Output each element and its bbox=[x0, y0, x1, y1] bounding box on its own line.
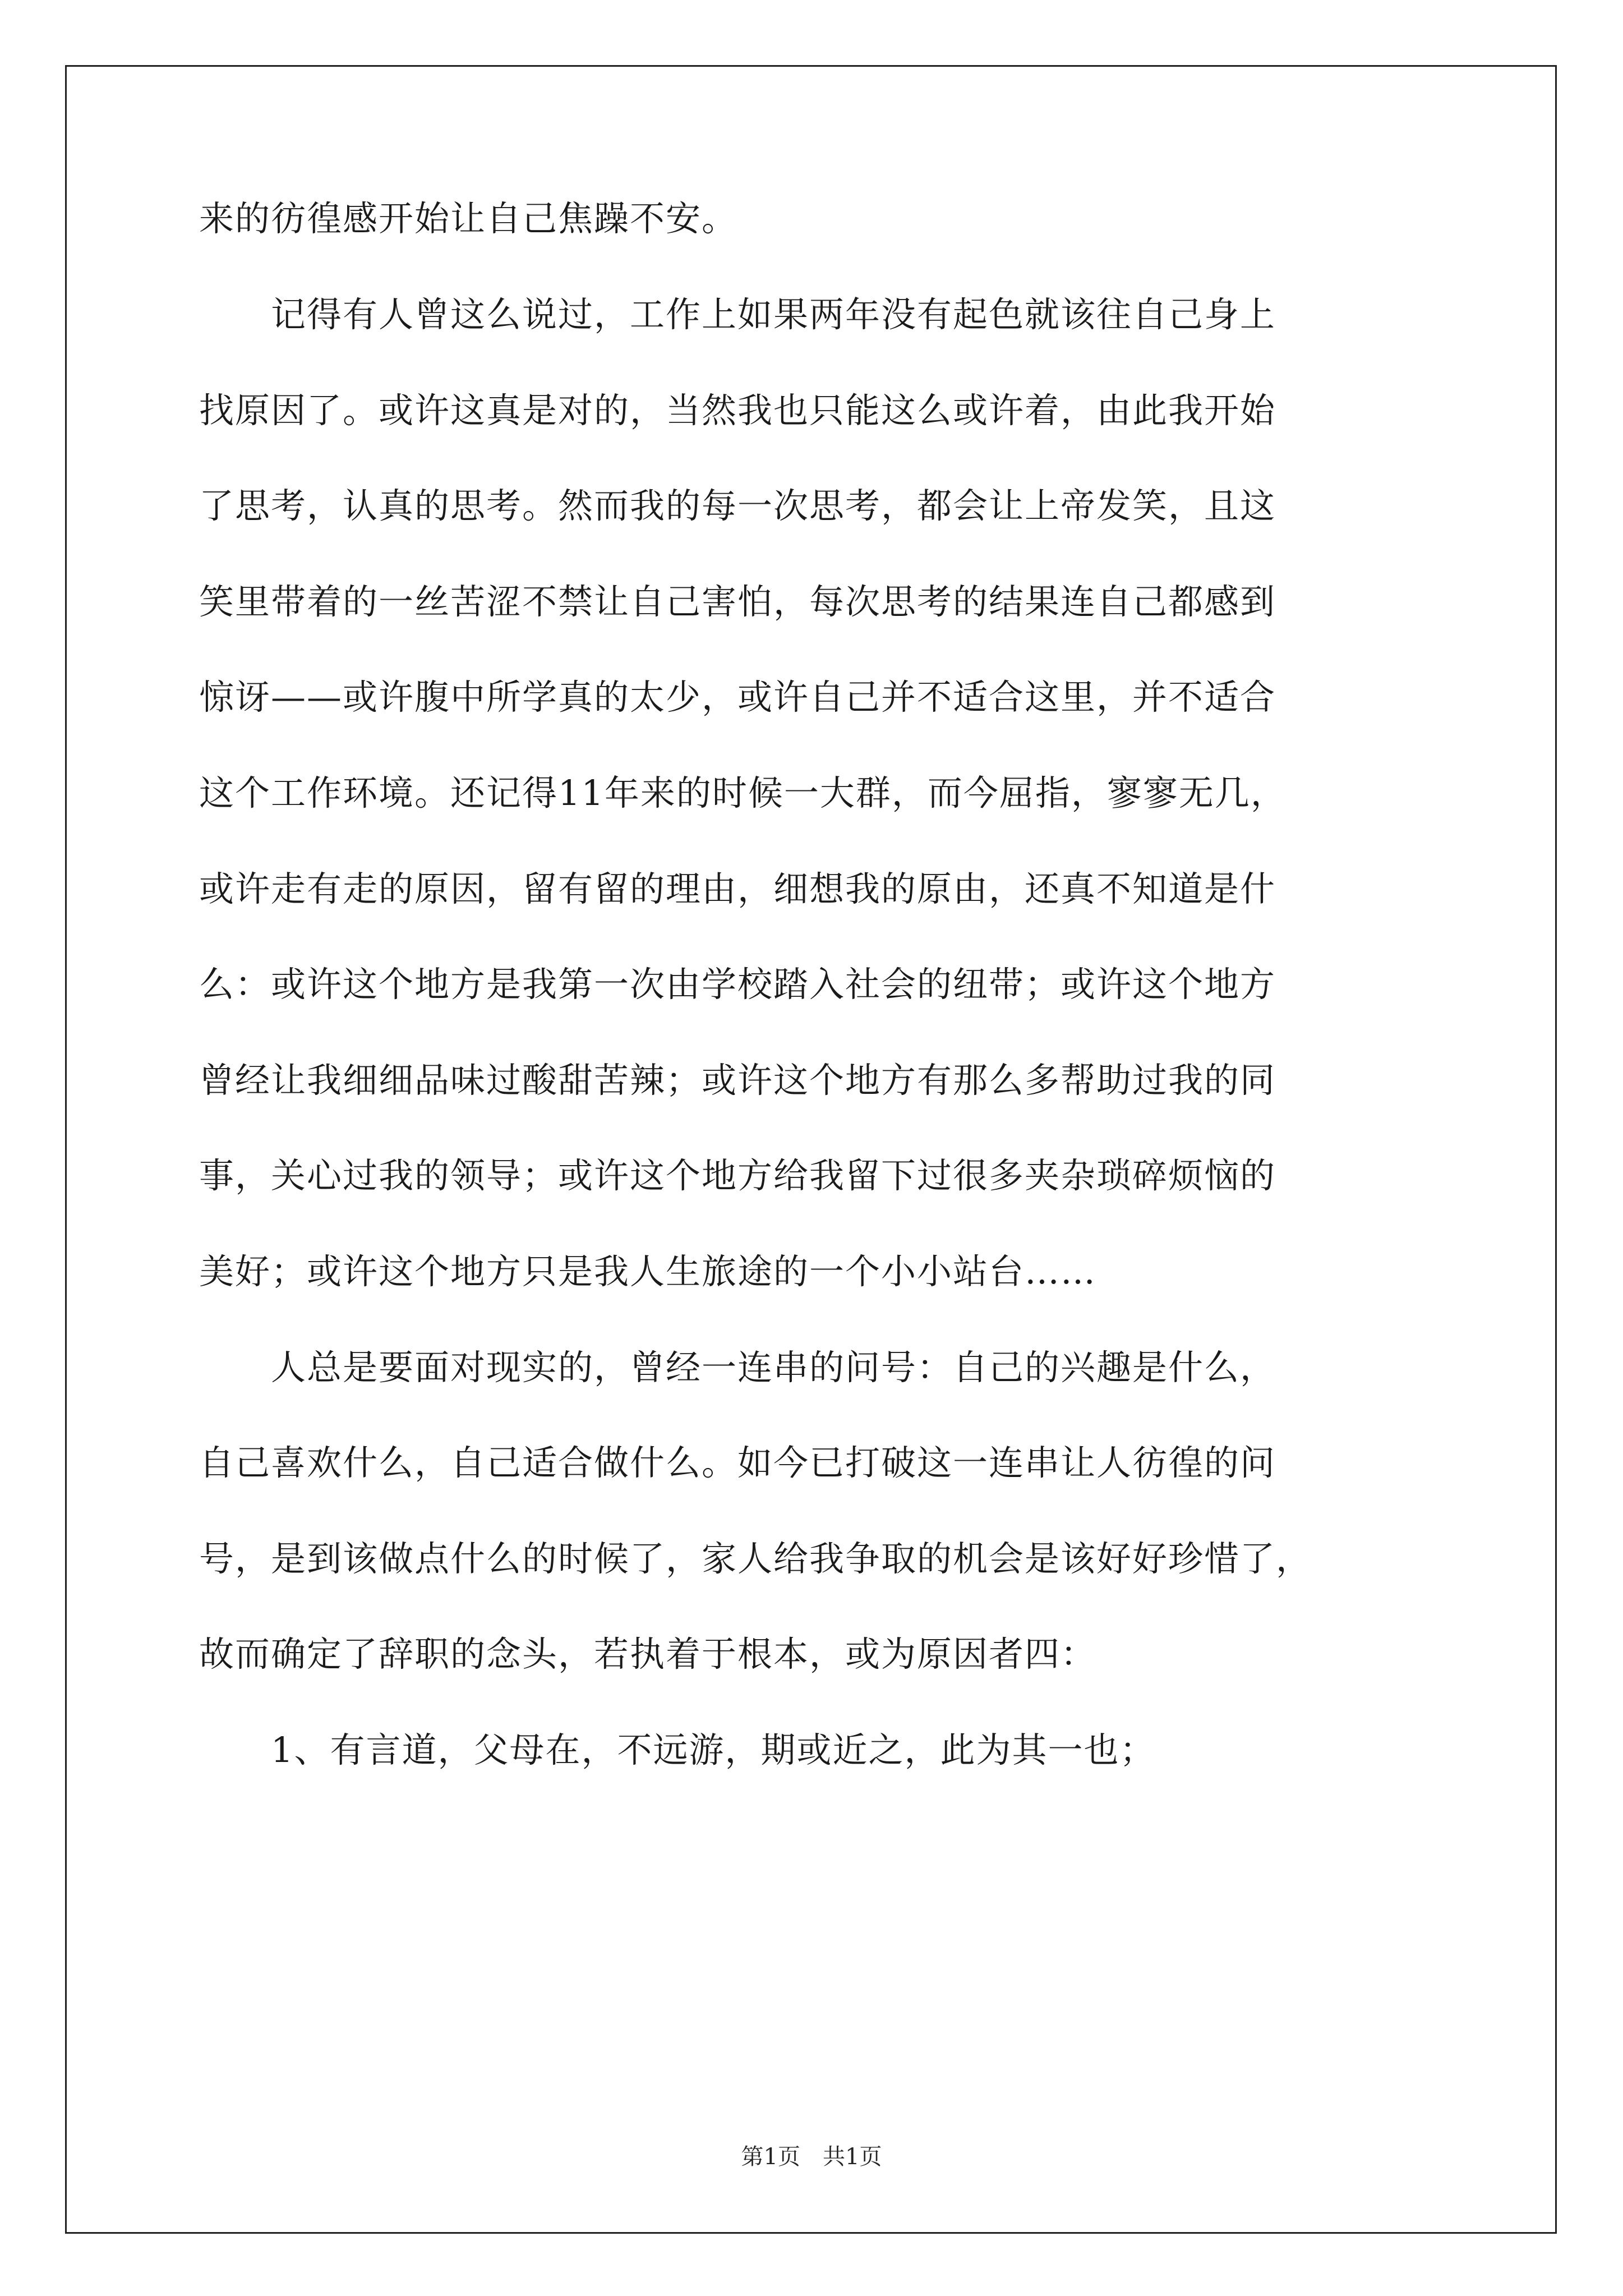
text-line: 来的彷徨感开始让自己焦躁不安。 bbox=[199, 198, 738, 239]
text-line: 笑里带着的一丝苦涩不禁让自己害怕，每次思考的结果连自己都感到 bbox=[199, 581, 1276, 622]
text-line: 了思考，认真的思考。然而我的每一次思考，都会让上帝发笑，且这 bbox=[199, 485, 1276, 526]
text-line: 或许走有走的原因，留有留的理由，细想我的原由，还真不知道是什 bbox=[199, 868, 1276, 909]
page-footer: 第1页 共1页 bbox=[741, 2144, 882, 2170]
text-line: 惊讶——或许腹中所学真的太少，或许自己并不适合这里，并不适合 bbox=[199, 677, 1276, 717]
text-line: 这个工作环境。还记得11年来的时候一大群，而今屈指，寥寥无几， bbox=[199, 772, 1287, 813]
text-line: 事，关心过我的领导；或许这个地方给我留下过很多夹杂琐碎烦恼的 bbox=[199, 1155, 1276, 1196]
text-line: 1、有言道，父母在，不远游，期或近之，此为其一也； bbox=[199, 1729, 1156, 1770]
text-line: 人总是要面对现实的，曾经一连串的问号：自己的兴趣是什么， bbox=[199, 1347, 1276, 1388]
text-line: 故而确定了辞职的念头，若执着于根本，或为原因者四： bbox=[199, 1634, 1097, 1674]
text-line: 找原因了。或许这真是对的，当然我也只能这么或许着，由此我开始 bbox=[199, 390, 1276, 431]
text-line: 号，是到该做点什么的时候了，家人给我争取的机会是该好好珍惜了， bbox=[199, 1538, 1312, 1579]
text-line: 美好；或许这个地方只是我人生旅途的一个小小站台…… bbox=[199, 1251, 1097, 1292]
text-line: 么：或许这个地方是我第一次由学校踏入社会的纽带；或许这个地方 bbox=[199, 964, 1276, 1005]
text-line: 记得有人曾这么说过，工作上如果两年没有起色就该往自己身上 bbox=[199, 294, 1276, 335]
text-line: 自己喜欢什么，自己适合做什么。如今已打破这一连串让人彷徨的问 bbox=[199, 1442, 1276, 1483]
text-line: 曾经让我细细品味过酸甜苦辣；或许这个地方有那么多帮助过我的同 bbox=[199, 1060, 1276, 1101]
